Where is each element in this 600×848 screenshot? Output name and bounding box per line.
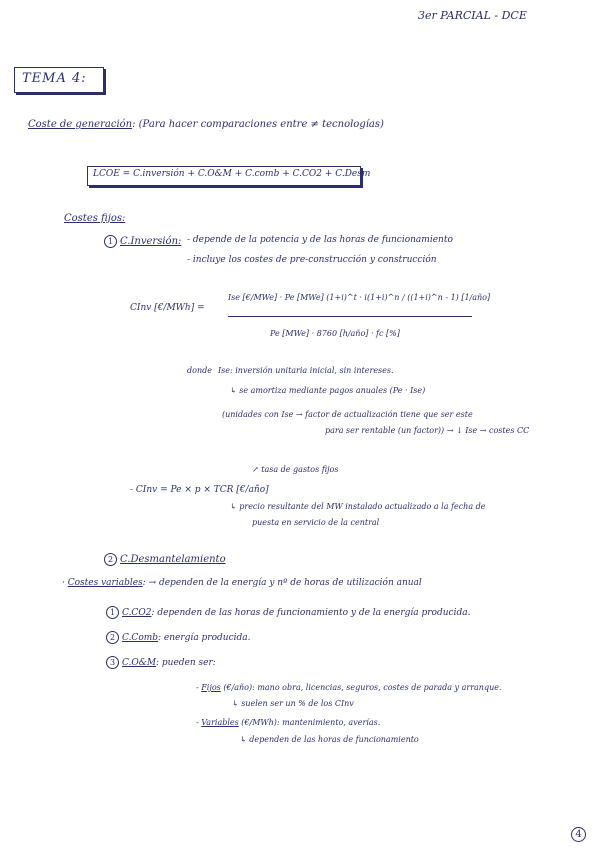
variables-text: (€/MWh): mantenimiento, averías. (241, 718, 381, 727)
fijos-note: ↳ suelen ser un % de los CInv (232, 699, 354, 708)
ccomb-item (106, 631, 251, 644)
intro-line (28, 119, 384, 130)
page-number-value: 4 (571, 827, 586, 842)
page-number (571, 827, 586, 842)
lcoe-formula: LCOE = C.inversión + C.O&M + C.comb + C.CO2 + C.Desm (93, 169, 371, 179)
item-number: 2 (106, 631, 119, 644)
page-title: TEMA 4: (22, 71, 87, 86)
ccomb-label: C.Comb (122, 633, 159, 643)
cdesmantelamiento-item (104, 553, 226, 566)
cinversion-label: C.Inversión: (120, 236, 182, 247)
formula-lhs: CInv [€/MWh] = (130, 303, 205, 313)
donde-line2: ↳ se amortiza mediante pagos anuales (Pe · Ise) (230, 386, 426, 395)
fraction-line (228, 316, 472, 317)
fijos-text: (€/año): mano obra, licencias, seguros, costes de parada y arranque. (223, 683, 502, 692)
cinv-alt: - CInv = Pe × p × TCR [€/año] (130, 485, 269, 495)
cinv-alt-note2: puesta en servicio de la central (252, 518, 380, 527)
costes-fijos-heading: Costes fijos: (64, 213, 126, 224)
fijos-label: Fijos (201, 683, 221, 692)
fijos-line: - Fijos (€/año): mano obra, licencias, seguros, costes de parada y arranque. (196, 683, 502, 692)
donde-line1: Ise: inversión unitaria inicial, sin intereses. (218, 366, 394, 375)
variables-note: ↳ dependen de las horas de funcionamiento (240, 735, 419, 744)
cco2-label: C.CO2 (122, 608, 152, 618)
com-item (106, 656, 216, 669)
tasa-note: ↗ tasa de gastos fijos (252, 465, 339, 474)
donde-line3: (unidades con Ise → factor de actualización tiene que ser este (222, 410, 473, 419)
formula-denominator: Pe [MWe] · 8760 [h/año] · fc [%] (270, 329, 400, 338)
parcial-header: 3er PARCIAL - DCE (418, 9, 527, 22)
costes-variables-line: · Costes variables: → dependen de la energía y nº de horas de utilización anual (62, 578, 422, 588)
com-text: : pueden ser: (156, 658, 216, 668)
cinversion-line2: - incluye los costes de pre-construcción y construcción (187, 255, 437, 265)
cco2-item (106, 606, 470, 619)
cinversion-item (104, 235, 181, 248)
item-number: 1 (106, 606, 119, 619)
ccomb-text: : energía producida. (158, 633, 251, 643)
cinversion-line1: - depende de la potencia y de las horas de funcionamiento (187, 235, 453, 245)
variables-line: - Variables (€/MWh): mantenimiento, averías. (196, 718, 381, 727)
costes-variables-rest: : → dependen de la energía y nº de horas de utilización anual (142, 578, 422, 588)
donde-label: donde (187, 366, 212, 375)
item-number: 2 (104, 553, 117, 566)
intro-rest: : (Para hacer comparaciones entre ≠ tecnologías) (132, 119, 384, 130)
variables-label: Variables (201, 718, 239, 727)
formula-numerator: Ise [€/MWe] · Pe [MWe] (1+i)^t · i(1+i)^n / ((1+i)^n - 1) [1/año] (228, 293, 491, 302)
com-label: C.O&M (122, 658, 157, 668)
cco2-text: : dependen de las horas de funcionamiento y de la energía producida. (151, 608, 471, 618)
item-number: 3 (106, 656, 119, 669)
intro-label: Coste de generación (28, 119, 133, 130)
item-number: 1 (104, 235, 117, 248)
donde-line4: para ser rentable (un factor)) → ↓ Ise → costes CC (325, 426, 530, 435)
cdesmantelamiento-label: C.Desmantelamiento (120, 554, 226, 565)
cinv-alt-note1: ↳ precio resultante del MW instalado actualizado a la fecha de (230, 502, 486, 511)
costes-variables-heading: Costes variables (67, 578, 143, 588)
